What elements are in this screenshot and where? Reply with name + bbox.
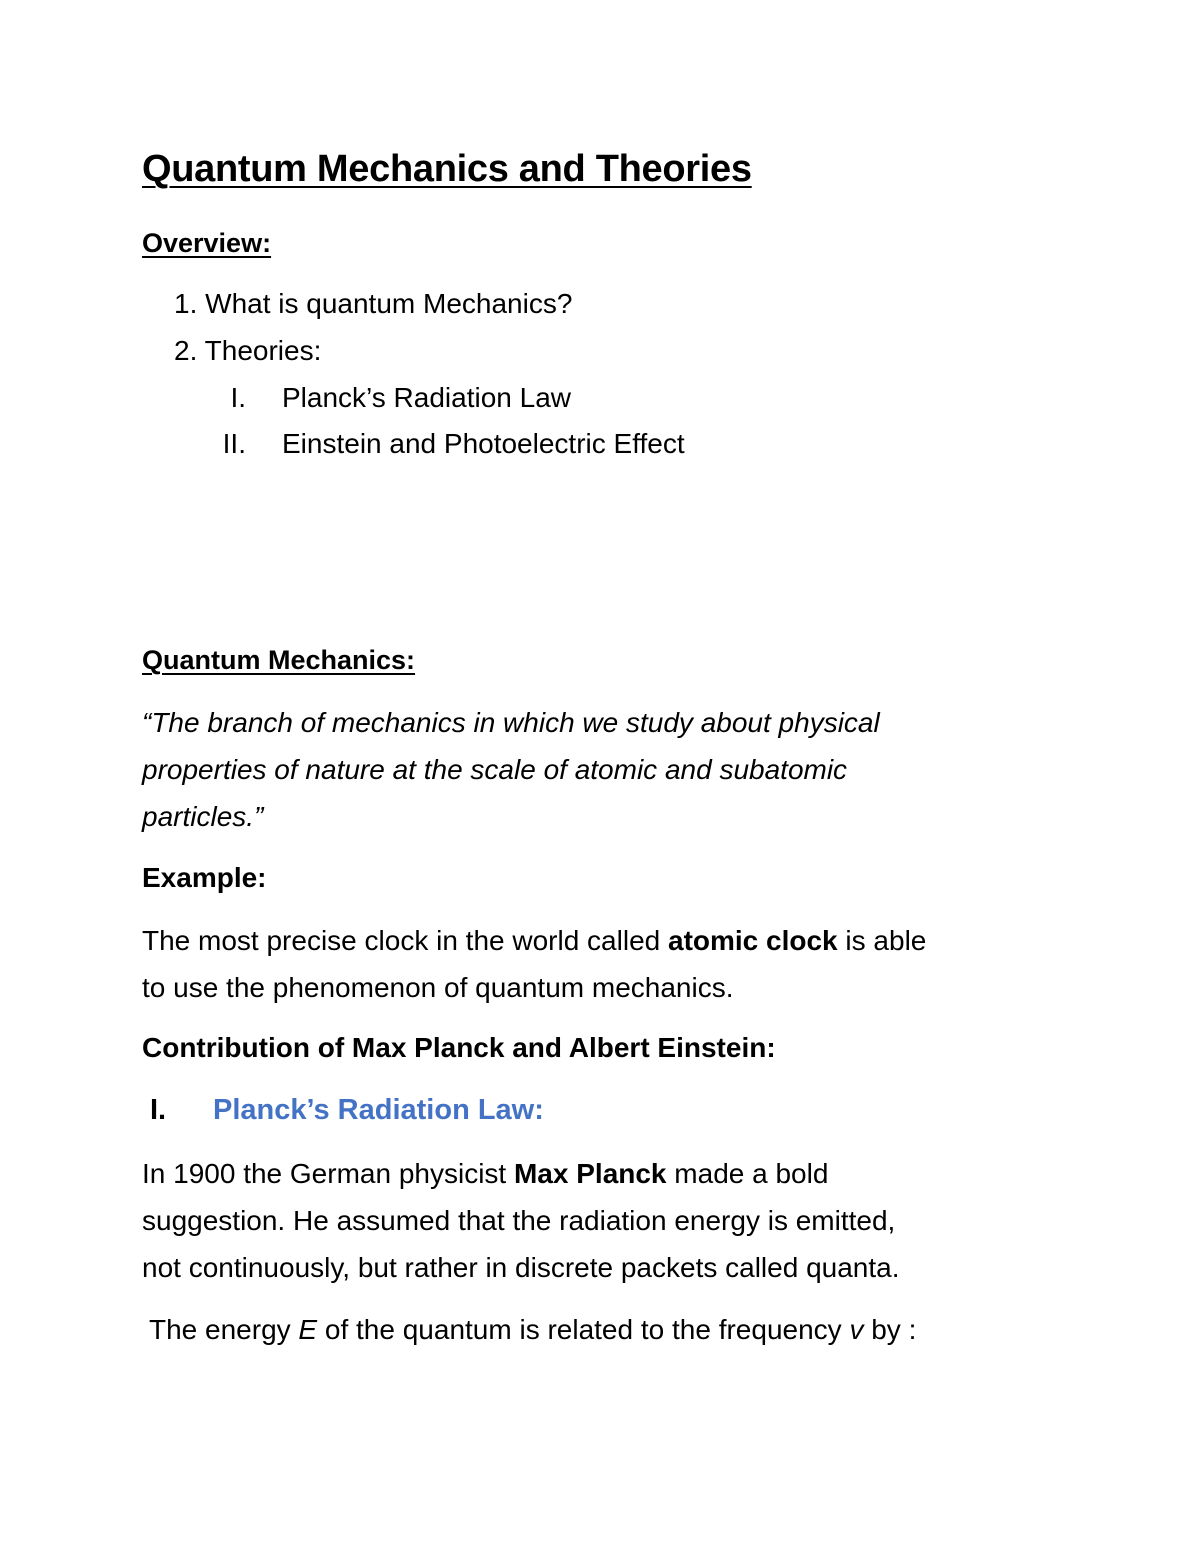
planck-section-title: Planck’s Radiation Law: [213,1094,544,1126]
example-heading: Example: [142,862,267,893]
planck-text-after: made a bold [666,1158,829,1189]
planck-text-before: In 1900 the German physicist [142,1158,514,1189]
energy-text-3: by : [863,1314,917,1345]
quantum-mechanics-heading: Quantum Mechanics: [142,645,416,675]
contribution-heading: Contribution of Max Planck and Albert Einstein: [142,1032,776,1063]
overview-item-2 [174,327,321,374]
energy-relation-line [149,1306,916,1353]
energy-variable-e: E [298,1314,318,1345]
list-marker: 2. [174,335,198,366]
atomic-clock-term: atomic clock [668,925,838,956]
overview-subitem-marker-1: I. [230,382,246,413]
example-line-2: to use the phenomenon of quantum mechanics. [142,972,734,1003]
definition-line-3: particles.” [142,801,264,832]
overview-subitem-2: Einstein and Photoelectric Effect [282,428,685,459]
example-text-after: is able [837,925,927,956]
list-marker: 1. [174,288,198,319]
planck-paragraph-line-2: suggestion. He assumed that the radiation energy is emitted, [142,1205,896,1236]
planck-section-numeral: I. [150,1094,167,1126]
overview-subitem-marker-2: II. [222,428,246,459]
energy-text-1: The energy [149,1314,299,1345]
document-title: Quantum Mechanics and Theories [142,148,752,190]
overview-subitem-1: Planck’s Radiation Law [282,382,571,413]
frequency-variable-v: v [849,1314,864,1345]
planck-paragraph-line-3: not continuously, but rather in discrete packets called quanta. [142,1252,900,1283]
overview-item-1 [174,280,572,327]
overview-heading: Overview: [142,228,272,258]
example-text-before: The most precise clock in the world called [142,925,668,956]
list-item-text: What is quantum Mechanics? [205,288,573,319]
definition-line-2: properties of nature at the scale of atomic and subatomic [142,754,848,785]
example-line-1 [142,917,926,964]
definition-line-1: “The branch of mechanics in which we study about physical [142,707,880,738]
list-item-text: Theories: [204,335,322,366]
planck-paragraph-line-1 [142,1150,828,1197]
max-planck-term: Max Planck [513,1158,667,1189]
energy-text-2: of the quantum is related to the frequency [317,1314,850,1345]
